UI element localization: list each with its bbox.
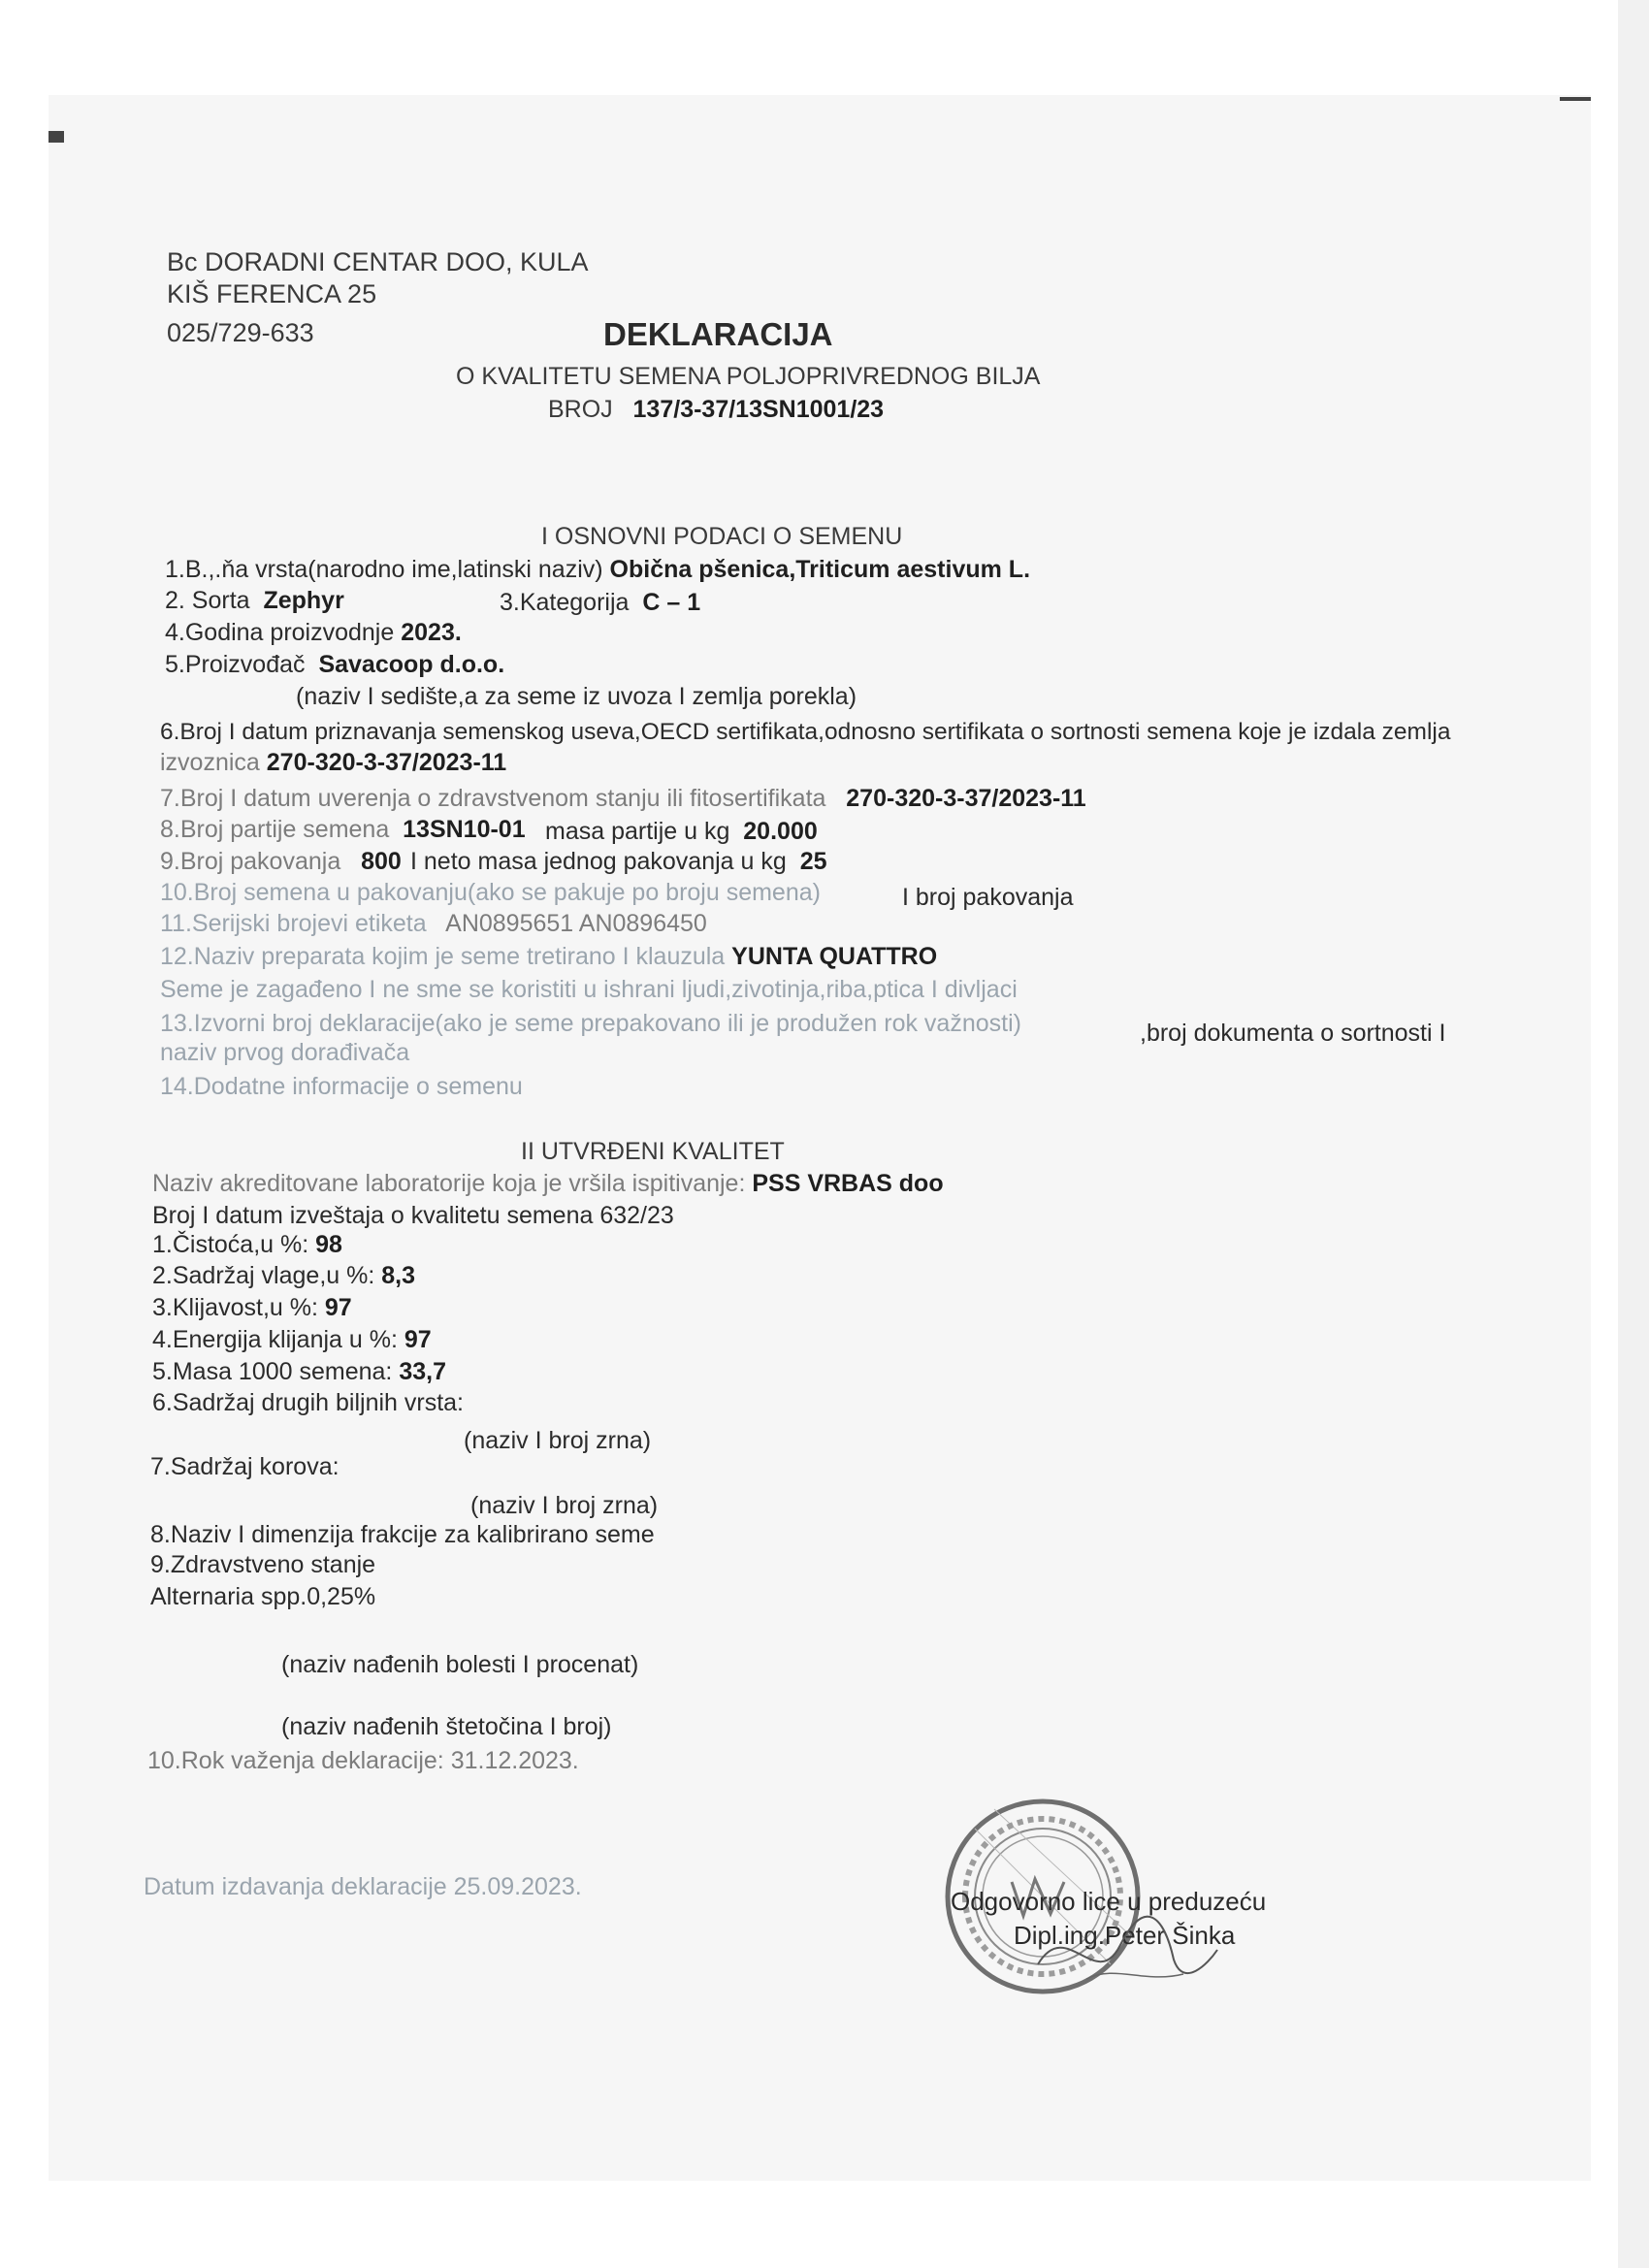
declaration-number: BROJ 137/3-37/13SN1001/23 <box>548 396 885 423</box>
field-treatment: 12.Naziv preparata kojim je seme tretirano I klauzula YUNTA QUATTRO <box>160 943 938 970</box>
scan-mark <box>1560 97 1591 101</box>
field-health-certificate: 7.Broj I datum uverenja o zdravstvenom stanju ili fitosertifikata 270-320-3-37/2023-11 <box>160 785 1086 812</box>
section1-heading: I OSNOVNI PODACI O SEMENU <box>541 523 903 550</box>
health-value: Alternaria spp.0,25% <box>150 1583 376 1610</box>
field-recognition-line1: 6.Broj I datum priznavanja semenskog useva,OECD sertifikata,odnosno sertifikata o sortnosti semena koje je izdala zemlja <box>160 719 1451 745</box>
field-first-processor: naziv prvog dorađivača <box>160 1039 410 1066</box>
quality-purity: 1.Čistoća,u %: 98 <box>152 1231 342 1258</box>
field-report: Broj I datum izveštaja o kvalitetu semena 632/23 <box>152 1202 674 1229</box>
field-original-declaration: 13.Izvorni broj deklaracije(ako je seme prepakovano ili je produžen rok važnosti) <box>160 1010 1021 1037</box>
field-label-serials: 11.Serijski brojevi etiketa AN0895651 AN0896450 <box>160 910 707 937</box>
quality-germination-energy: 4.Energija klijanja u %: 97 <box>152 1326 432 1353</box>
issue-date: Datum izdavanja deklaracije 25.09.2023. <box>144 1873 582 1900</box>
field-producer: 5.Proizvođač Savacoop d.o.o. <box>165 651 505 678</box>
section2-heading: II UTVRĐENI KVALITET <box>521 1138 785 1165</box>
field-species: 1.B.,.ňa vrsta(narodno ime,latinski naziv) Obična pšenica,Triticum aestivum L. <box>165 556 1031 583</box>
company-address: KIŠ FERENCA 25 <box>167 279 377 308</box>
quality-other-species: 6.Sadržaj drugih biljnih vrsta: <box>152 1389 464 1416</box>
treatment-warning: Seme je zagađeno I ne sme se koristiti u ishrani ljudi,zivotinja,riba,ptica I divljaci <box>160 976 1018 1003</box>
field-lot-number: 8.Broj partije semena 13SN10-01 <box>160 816 526 843</box>
responsible-person-label: Odgovorno lice u preduzeću <box>951 1887 1267 1916</box>
field-net-mass: I neto masa jednog pakovanja u kg 25 <box>410 848 827 875</box>
quality-weeds: 7.Sadržaj korova: <box>150 1453 340 1480</box>
field-recognition-line2: izvoznica 270-320-3-37/2023-11 <box>160 749 507 776</box>
document-title: DEKLARACIJA <box>603 316 833 352</box>
quality-validity: 10.Rok važenja deklaracije: 31.12.2023. <box>147 1747 579 1774</box>
quality-fraction: 8.Naziv I dimenzija frakcije za kalibrirano seme <box>150 1521 655 1548</box>
producer-note: (naziv I sedište,a za seme iz uvoza I zemlja porekla) <box>296 683 857 710</box>
document-subtitle: O KVALITETU SEMENA POLJOPRIVREDNOG BILJA <box>456 363 1041 390</box>
scan-edge <box>1618 0 1649 2268</box>
field-production-year: 4.Godina proizvodnje 2023. <box>165 619 462 646</box>
field-seeds-per-package: 10.Broj semena u pakovanju(ako se pakuje po broju semena) <box>160 879 821 906</box>
signature <box>1028 1906 1222 2003</box>
company-name: Bc DORADNI CENTAR DOO, KULA <box>167 247 589 276</box>
other-species-note: (naziv I broj zrna) <box>464 1427 652 1454</box>
field-packages: 9.Broj pakovanja 800 <box>160 848 402 875</box>
weeds-note: (naziv I broj zrna) <box>470 1492 659 1519</box>
responsible-person-name: Dipl.ing.Peter Šinka <box>1014 1921 1236 1950</box>
scan-mark <box>48 131 64 143</box>
field-number-of-packages: I broj pakovanja <box>902 884 1074 911</box>
field-variety: 2. Sorta Zephyr <box>165 587 344 614</box>
field-variety-document: ,broj dokumenta o sortnosti I <box>1140 1020 1446 1047</box>
field-category: 3.Kategorija C – 1 <box>500 589 701 616</box>
quality-health: 9.Zdravstveno stanje <box>150 1551 376 1578</box>
diseases-note: (naziv nađenih bolesti I procenat) <box>281 1651 639 1678</box>
field-lot-mass: masa partije u kg 20.000 <box>545 818 818 845</box>
field-additional-info: 14.Dodatne informacije o semenu <box>160 1073 523 1100</box>
field-laboratory: Naziv akreditovane laboratorije koja je vršila ispitivanje: PSS VRBAS doo <box>152 1170 944 1197</box>
pests-note: (naziv nađenih štetočina I broj) <box>281 1713 612 1740</box>
quality-germination: 3.Klijavost,u %: 97 <box>152 1294 352 1321</box>
company-phone: 025/729-633 <box>167 318 314 347</box>
quality-moisture: 2.Sadržaj vlage,u %: 8,3 <box>152 1262 416 1289</box>
quality-thousand-seed-mass: 5.Masa 1000 semena: 33,7 <box>152 1358 447 1385</box>
